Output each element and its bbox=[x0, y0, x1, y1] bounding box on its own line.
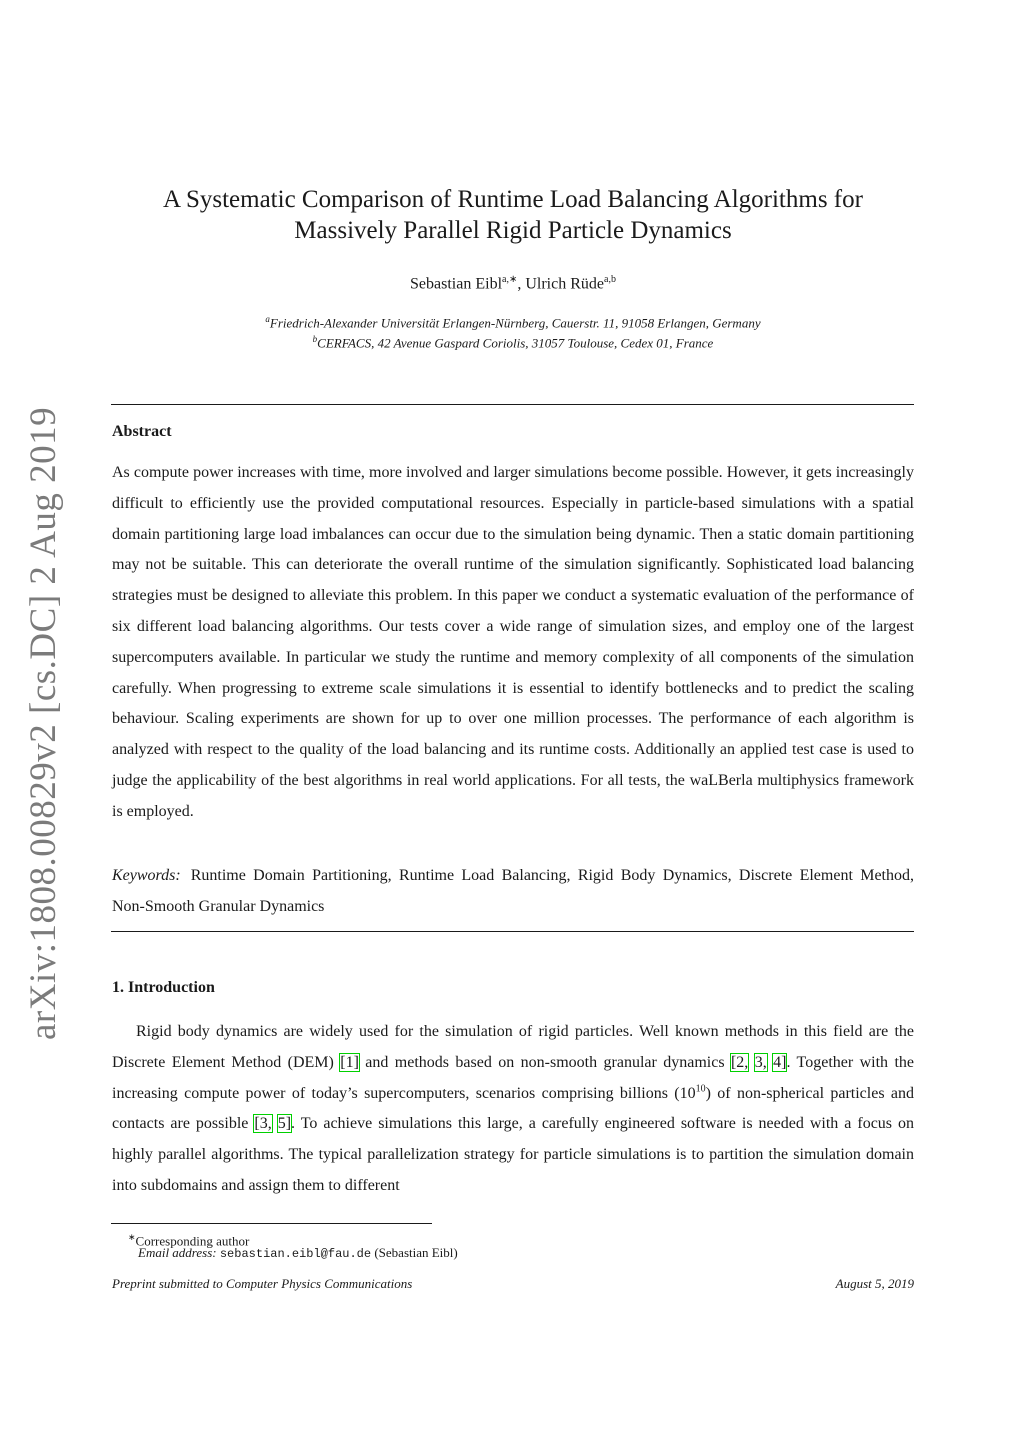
email-label: Email address: bbox=[138, 1245, 217, 1260]
title-line-1: A Systematic Comparison of Runtime Load Balancing Algorithms for bbox=[163, 186, 863, 213]
keywords-text: Runtime Domain Partitioning, Runtime Load Balancing, Rigid Body Dynamics, Discrete Element Method, Non-Smooth Granular Dynamics bbox=[112, 867, 914, 915]
citation-link[interactable]: 5] bbox=[277, 1115, 292, 1133]
author-1: Sebastian Eibl bbox=[410, 275, 503, 293]
footnote-rule bbox=[111, 1223, 432, 1224]
keywords bbox=[112, 860, 914, 922]
arxiv-identifier: arXiv:1808.00829v2 [cs.DC] 2 Aug 2019 bbox=[23, 406, 64, 1040]
paper-title bbox=[112, 184, 914, 246]
abstract-top-rule bbox=[111, 404, 914, 405]
section-heading-introduction: 1. Introduction bbox=[112, 979, 215, 996]
affiliation-b-text: CERFACS, 42 Avenue Gaspard Coriolis, 31057 Toulouse, Cedex 01, France bbox=[317, 335, 714, 351]
abstract-bottom-rule bbox=[111, 931, 914, 932]
affiliation-a-text: Friedrich-Alexander Universität Erlangen-Nürnberg, Cauerstr. 11, 91058 Erlangen, Germany bbox=[269, 315, 761, 331]
citation-link[interactable]: [2, bbox=[730, 1053, 749, 1071]
abstract-body: As compute power increases with time, more involved and larger simulations become possible. However, it gets increasingly difficult to efficiently use the provided computational resources. Especially in particle-based simulations with a spatial domain partitioning large load imbalances can occur due to the simulation being dynamic. Then a static domain partitioning may not be suitable. This can deteriorate the overall runtime of the simulation significantly. Sophisticated load balancing strategies must be designed to alleviate this problem. In this paper we conduct a systematic evaluation of the performance of six different load balancing algorithms. Our tests cover a wide range of simulation sizes, and employ one of the largest supercomputers available. In particular we study the runtime and memory complexity of all components of the simulation carefully. When progressing to extreme scale simulations it is essential to identify bottlenecks and to predict the scaling behaviour. Scaling experiments are shown for up to over one million processes. The performance of each algorithm is analyzed with respect to the quality of the load balancing and its runtime costs. Additionally an applied test case is used to judge the applicability of the best algorithms in real world applications. For all tests, the waLBerla multiphysics framework is employed. bbox=[112, 464, 914, 820]
citation-link[interactable]: [3, bbox=[254, 1115, 272, 1133]
email-link[interactable]: sebastian.eibl@fau.de bbox=[219, 1247, 372, 1261]
author-list bbox=[112, 274, 914, 293]
affiliation-a-mark: a bbox=[265, 314, 270, 324]
author-2: Ulrich Rüde bbox=[525, 275, 604, 293]
intro-text-4: ) of non-spherical particles and contacts are possible bbox=[112, 1084, 915, 1133]
intro-text-3: . Together with the increasing compute power of today’s supercomputers, scenarios comprising billions (10 bbox=[112, 1053, 914, 1102]
affiliation-b-mark: b bbox=[312, 334, 318, 345]
keywords-label: Keywords: bbox=[112, 867, 181, 884]
author-2-affil-mark: a,b bbox=[604, 274, 616, 285]
email-owner: (Sebastian Eibl) bbox=[374, 1245, 458, 1260]
author-separator: , bbox=[517, 275, 526, 293]
footnote-email bbox=[138, 1245, 458, 1262]
intro-text-5: . To achieve simulations this large, a carefully engineered software is needed with a focus on highly parallel algorithms. The typical parallelization strategy for particle simulations is to partition the simulation domain into subdomains and assign them to different bbox=[112, 1115, 915, 1194]
footnote-text: Corresponding author bbox=[135, 1233, 250, 1249]
citation-link[interactable]: 4] bbox=[773, 1053, 787, 1071]
title-line-2: Massively Parallel Rigid Particle Dynamics bbox=[294, 217, 732, 244]
introduction-paragraph bbox=[112, 1017, 914, 1202]
preprint-note: Preprint submitted to Computer Physics Communications bbox=[112, 1276, 413, 1291]
intro-text-1: Rigid body dynamics are widely used for the simulation of rigid particles. Well known methods in this field are the Discrete Element Method (DEM) bbox=[112, 1023, 914, 1071]
citation-link[interactable]: 3, bbox=[754, 1053, 767, 1071]
abstract-heading: Abstract bbox=[112, 423, 172, 440]
exponent: 10 bbox=[695, 1083, 706, 1095]
footnote-mark: ∗ bbox=[128, 1232, 136, 1242]
affiliation-a bbox=[112, 311, 914, 331]
affiliations bbox=[112, 311, 914, 352]
affiliation-b bbox=[112, 331, 914, 351]
author-1-affil-mark: a,∗ bbox=[502, 274, 518, 285]
citation-link[interactable]: [1] bbox=[340, 1053, 359, 1071]
preprint-date: August 5, 2019 bbox=[835, 1276, 914, 1291]
intro-text-2: and methods based on non-smooth granular dynamics bbox=[358, 1053, 731, 1071]
